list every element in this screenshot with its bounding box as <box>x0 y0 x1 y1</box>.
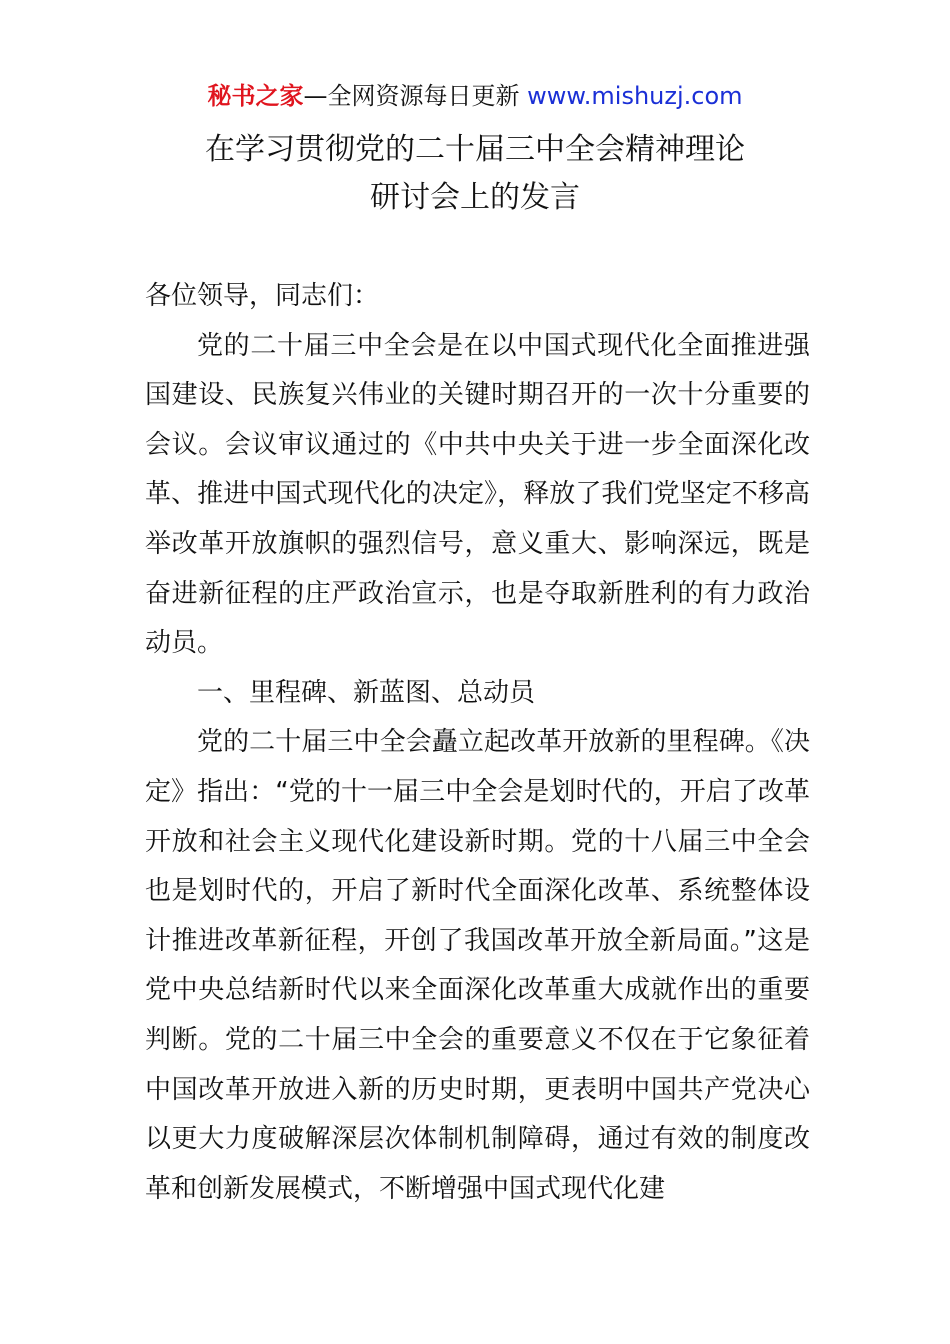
brand-name: 秘书之家 <box>207 82 304 110</box>
banner-tagline: —全网资源每日更新 <box>303 82 528 110</box>
title-line-2: 研讨会上的发言 <box>370 180 580 215</box>
title-line-1: 在学习贯彻党的二十届三中全会精神理论 <box>205 132 745 167</box>
greeting: 各位领导，同志们： <box>145 281 380 311</box>
section-heading: 一、里程碑、新蓝图、总动员 <box>197 677 536 708</box>
site-banner <box>0 80 950 112</box>
paragraph-intro: 党的二十届三中全会是在以中国式现代化全面推进强国建设、民族复兴伟业的关键时期召开的一次十分重要的会议。会议审议通过的《中共中央关于进一步全面深化改革、推进中国式现代化的决定》，释放了我们党坚定不移高举改革开放旗帜的强烈信号，意义重大、影响深远，既是奋进新征程的庄严政治宣示，也是夺取新胜利的有力政治动员。 <box>145 330 810 659</box>
website-link[interactable]: www.mishuzj.com <box>527 82 743 110</box>
paragraph-milestone: 党的二十届三中全会矗立起改革开放新的里程碑。《决定》指出：“党的十一届三中全会是划时代的，开启了改革开放和社会主义现代化建设新时期。党的十八届三中全会也是划时代的，开启了新时代全面深化改革、系统整体设计推进改革新征程，开创了我国改革开放全新局面。”这是党中央总结新时代以来全面深化改革重大成就作出的重要判断。党的二十届三中全会的重要意义不仅在于它象征着中国改革开放进入新的历史时期，更表明中国共产党决心以更大力度破解深层次体制机制障碍，通过有效的制度改革和创新发展模式，不断增强中国式现代化建 <box>145 727 810 1204</box>
document-body <box>145 272 810 1214</box>
document-title <box>0 126 950 222</box>
